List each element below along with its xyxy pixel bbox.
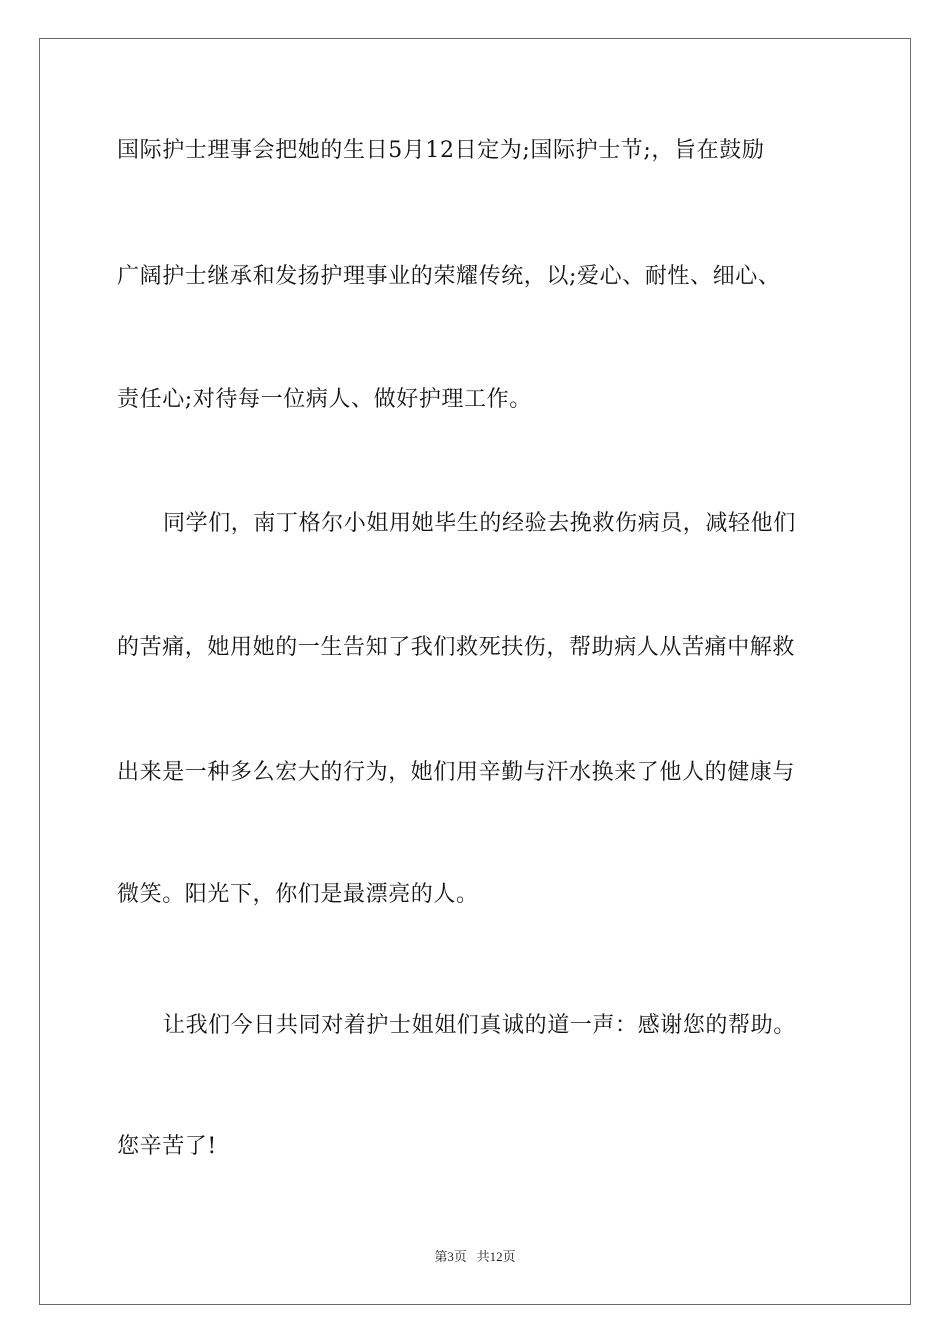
paragraph-line: 您辛苦了!: [117, 1134, 217, 1159]
page-number-footer: 第3页 共12页: [434, 1249, 516, 1264]
paragraph-line: 让我们今日共同对着护士姐姐们真诚的道一声：感谢您的帮助。: [163, 1013, 796, 1038]
paragraph-line: 出来是一种多么宏大的行为，她们用辛勤与汗水换来了他人的健康与: [117, 760, 796, 785]
page-border: [39, 38, 911, 1305]
paragraph-line: 国际护士理事会把她的生日5月12日定为;国际护士节;，旨在鼓励: [117, 138, 765, 163]
paragraph-line: 微笑。阳光下，你们是最漂亮的人。: [117, 882, 479, 907]
paragraph-line: 广阔护士继承和发扬护理事业的荣耀传统，以;爱心、耐性、细心、: [117, 264, 781, 289]
paragraph-line: 同学们，南丁格尔小姐用她毕生的经验去挽救伤病员，减轻他们: [163, 511, 796, 536]
paragraph-line: 的苦痛，她用她的一生告知了我们救死扶伤，帮助病人从苦痛中解救: [117, 635, 796, 660]
paragraph-line: 责任心;对待每一位病人、做好护理工作。: [117, 387, 532, 412]
